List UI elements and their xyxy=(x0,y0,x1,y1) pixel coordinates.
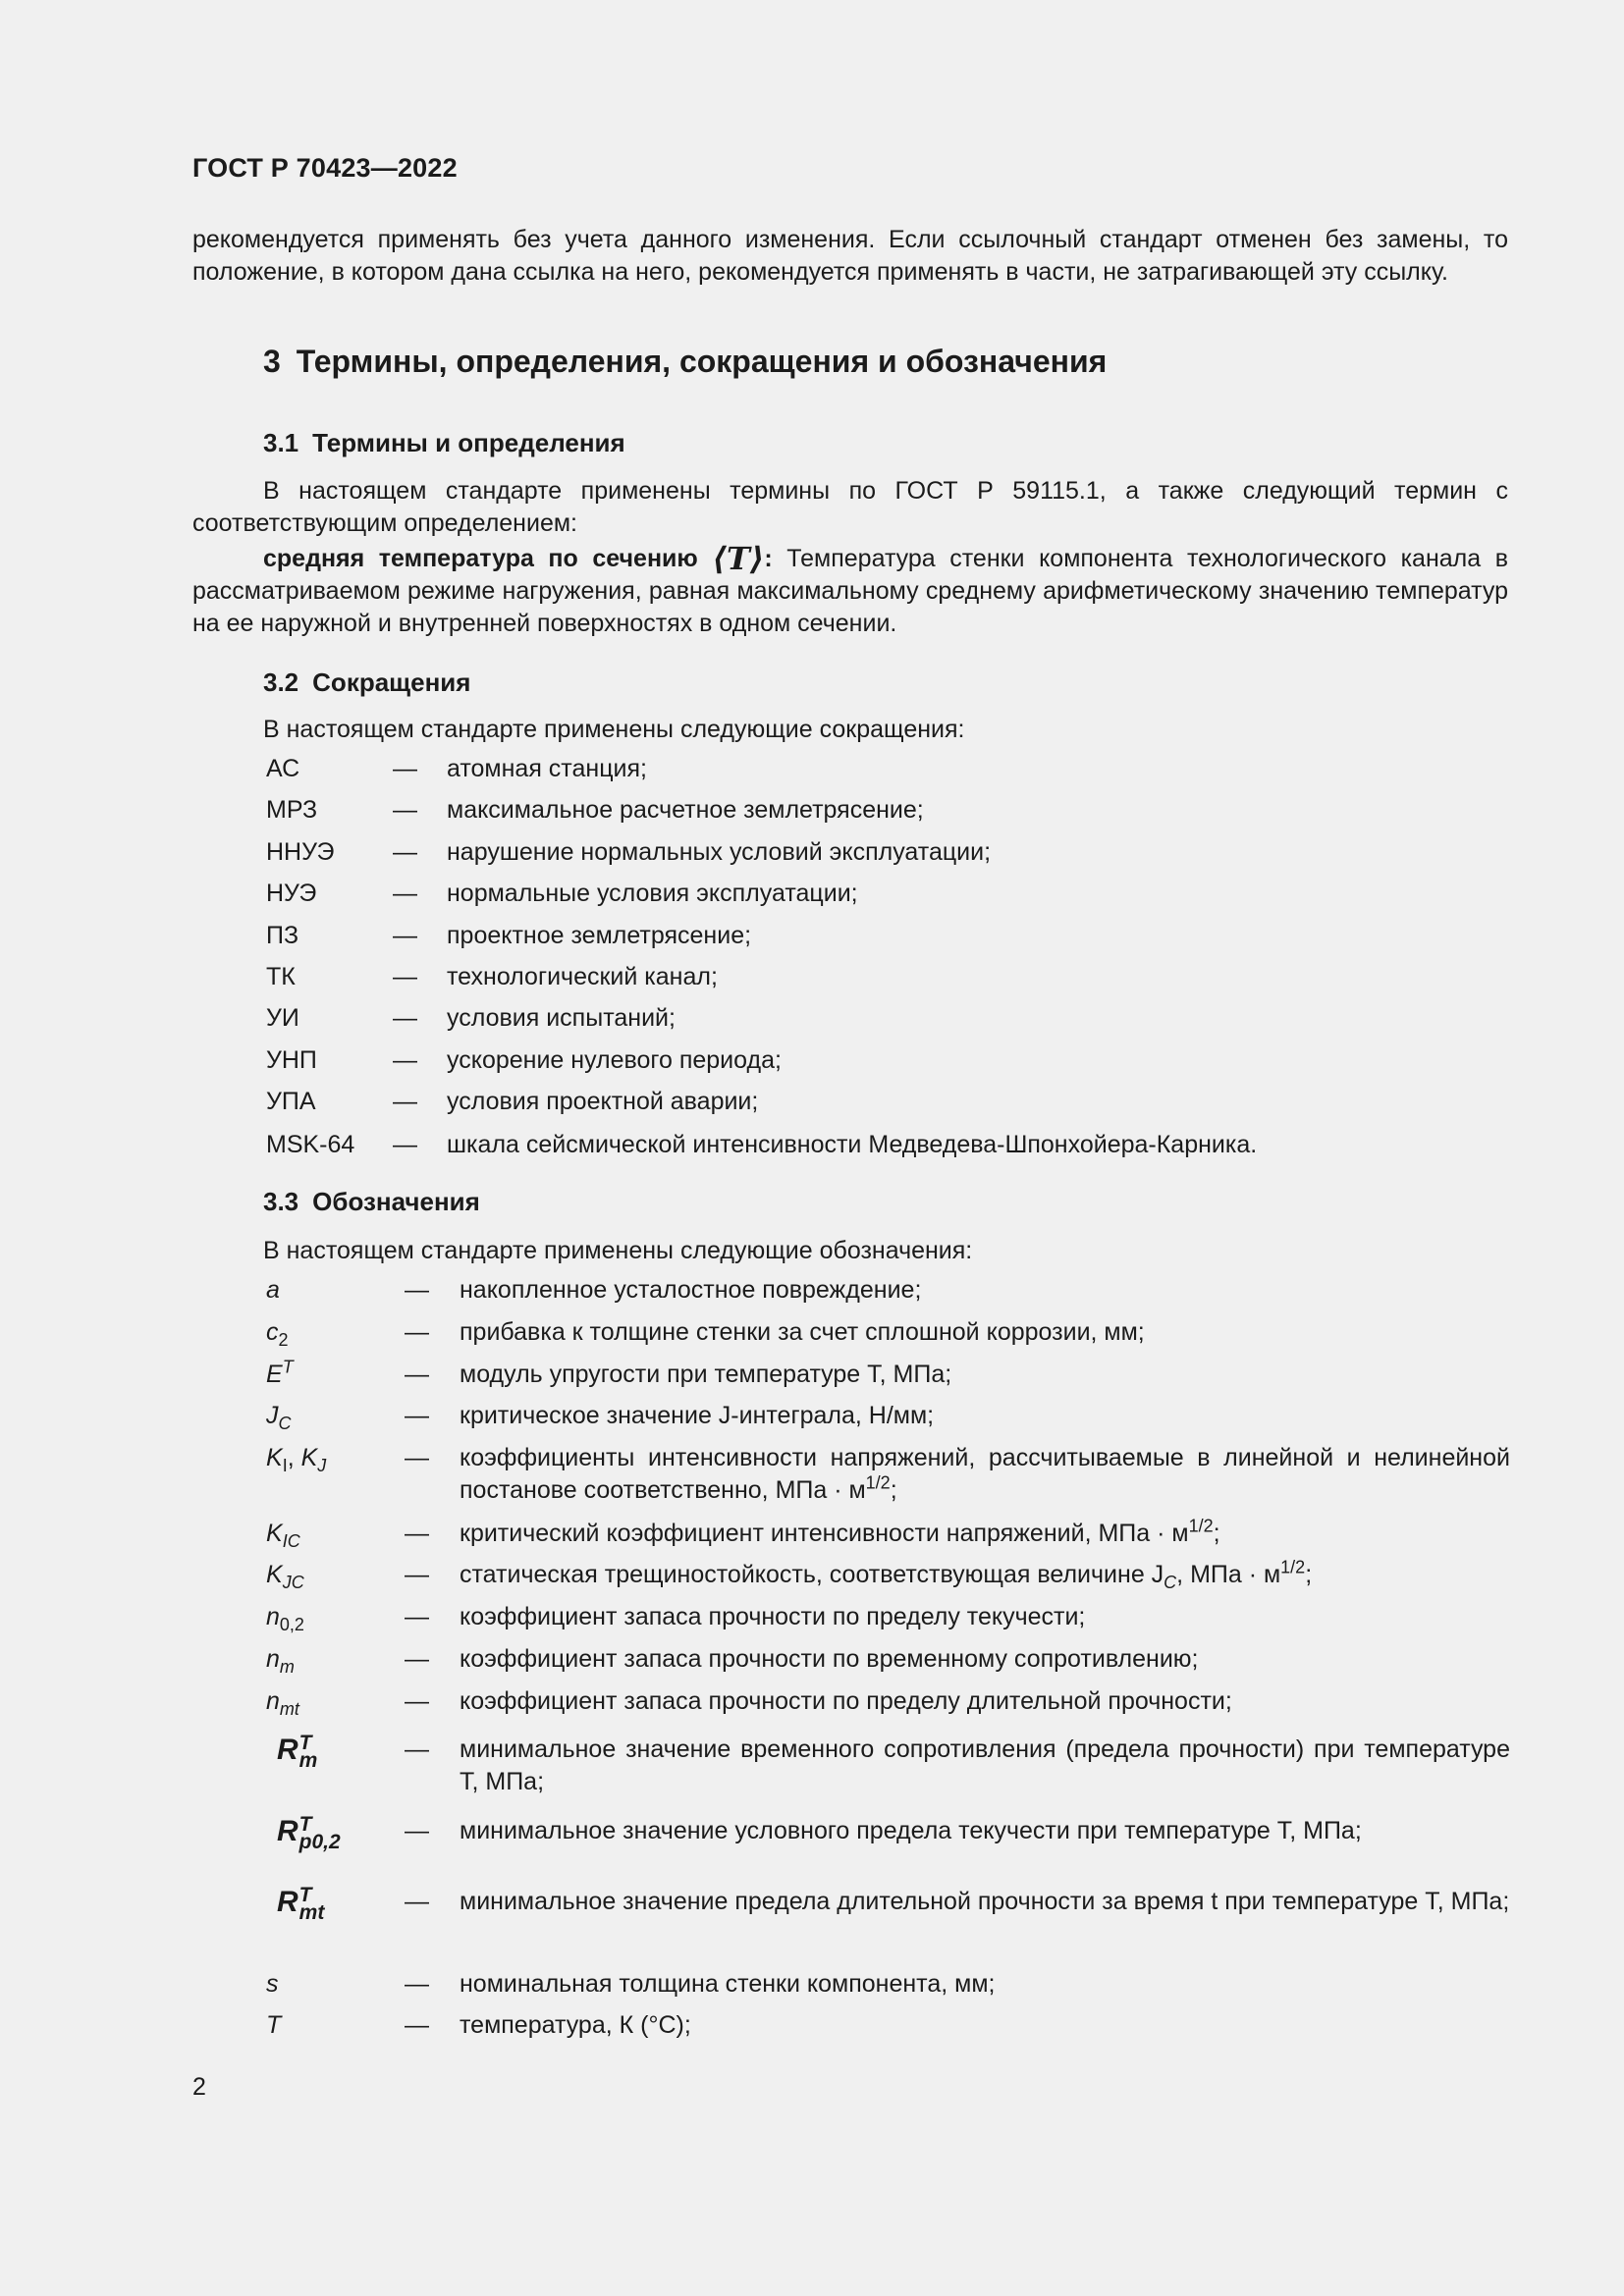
term-definition-text: Температура стенки компонента технологического канала в рассматриваемом режиме нагружения, равная максимальному среднему арифметическому значению температур на ее наружной и внутренней поверхностях в одном сечении. xyxy=(192,545,1508,637)
dash: — xyxy=(405,1645,429,1673)
term-definition xyxy=(192,540,1508,640)
symbol-base: R xyxy=(277,1886,298,1918)
designation-symbol xyxy=(277,1886,324,1922)
symbol-sub: mt xyxy=(298,1901,325,1924)
definition-text: температура, К (°С); xyxy=(460,2011,691,2039)
document-code: ГОСТ Р 70423—2022 xyxy=(192,153,458,183)
designation-symbol xyxy=(266,1968,279,2001)
abbreviation: УПА xyxy=(266,1088,316,1115)
definition-tail: ; xyxy=(1305,1561,1313,1588)
dash: — xyxy=(393,922,417,949)
definition-tail: ; xyxy=(1213,1520,1220,1547)
symbol-sub: C xyxy=(278,1414,292,1433)
definition-text-cont: , МПа · м xyxy=(1176,1561,1281,1588)
dash: — xyxy=(405,1888,429,1915)
dash: — xyxy=(405,1276,429,1304)
dash: — xyxy=(393,838,417,866)
definition-text: коэффициент запаса прочности по пределу длительной прочности; xyxy=(460,1687,1232,1715)
dash: — xyxy=(405,2011,429,2039)
designation-symbol xyxy=(266,1559,304,1591)
abbreviation-definition: условия испытаний; xyxy=(447,1004,676,1032)
designation-definition xyxy=(460,1359,1510,1391)
designation-definition xyxy=(460,1316,1510,1349)
symbol-sup: T xyxy=(298,1813,312,1836)
designation-definition xyxy=(460,1886,1510,1918)
symbol-sub: J xyxy=(317,1456,327,1475)
designation-definition xyxy=(460,2009,1510,2042)
definition-text: критический коэффициент интенсивности напряжений, МПа · м xyxy=(460,1520,1189,1547)
term-symbol: ⟨T⟩ xyxy=(712,540,765,577)
subsection-number: 3.3 xyxy=(263,1187,299,1216)
dash: — xyxy=(405,1402,429,1429)
symbol-base: R xyxy=(277,1734,298,1766)
page-number: 2 xyxy=(192,2073,206,2101)
dash: — xyxy=(393,1088,417,1115)
symbol-sup: T xyxy=(298,1884,312,1906)
abbreviations-intro: В настоящем стандарте применены следующие сокращения: xyxy=(263,716,965,743)
dash: — xyxy=(393,796,417,824)
section-number: 3 xyxy=(263,344,281,379)
designation-symbol xyxy=(266,1643,295,1676)
designation-symbol xyxy=(266,2009,281,2042)
abbreviation-definition: шкала сейсмической интенсивности Медведева-Шпонхойера-Карника. xyxy=(447,1131,1258,1158)
designation-definition xyxy=(460,1442,1510,1507)
symbol-base: J xyxy=(266,1402,279,1429)
dash: — xyxy=(393,1131,417,1158)
definition-sup: 1/2 xyxy=(1188,1516,1214,1536)
designation-symbol xyxy=(277,1734,317,1770)
dash: — xyxy=(405,1318,429,1346)
designation-definition xyxy=(460,1685,1510,1718)
abbreviation-definition: технологический канал; xyxy=(447,963,718,990)
abbreviation: УНП xyxy=(266,1046,317,1074)
definition-text: минимальное значение предела длительной прочности за время t при температуре T, МПа; xyxy=(460,1888,1510,1915)
dash: — xyxy=(405,1970,429,1998)
symbol-sub: IC xyxy=(282,1531,300,1551)
definition-sup: 1/2 xyxy=(1280,1557,1306,1577)
definition-text: критическое значение J-интеграла, Н/мм; xyxy=(460,1402,935,1429)
dash: — xyxy=(405,1520,429,1547)
designation-definition xyxy=(460,1815,1510,1847)
symbol-base: n xyxy=(266,1687,280,1715)
symbol-base: n xyxy=(266,1645,280,1673)
subsection-title-text: Сокращения xyxy=(312,667,471,697)
dash: — xyxy=(393,755,417,782)
designation-symbol xyxy=(266,1685,299,1718)
dash: — xyxy=(405,1561,429,1588)
term-colon: : xyxy=(764,545,773,572)
abbreviation-definition: атомная станция; xyxy=(447,755,647,782)
symbol-base: n xyxy=(266,1603,280,1630)
dash: — xyxy=(405,1817,429,1844)
designation-symbol xyxy=(266,1518,300,1550)
definition-sup: 1/2 xyxy=(865,1472,891,1493)
symbol-sub: JC xyxy=(282,1573,304,1592)
definition-sub: C xyxy=(1164,1573,1177,1592)
abbreviation-definition: нарушение нормальных условий эксплуатации; xyxy=(447,838,992,866)
symbol-base: E xyxy=(266,1361,283,1388)
symbol-sub: m xyxy=(279,1657,295,1677)
symbol-base: c xyxy=(266,1318,279,1346)
subsection-number: 3.2 xyxy=(263,667,299,697)
symbol-separator: , xyxy=(287,1444,301,1471)
abbreviation: ННУЭ xyxy=(266,838,335,866)
definition-text: коэффициенты интенсивности напряжений, рассчитываемые в линейной и нелинейной постанове соответственно, МПа · м xyxy=(460,1444,1510,1504)
designation-symbol xyxy=(266,1601,304,1633)
dash: — xyxy=(405,1735,429,1763)
symbol-sub: 0,2 xyxy=(279,1615,304,1634)
dash: — xyxy=(405,1603,429,1630)
abbreviation-definition: нормальные условия эксплуатации; xyxy=(447,880,858,907)
definition-text: модуль упругости при температуре T, МПа; xyxy=(460,1361,952,1388)
dash: — xyxy=(393,1046,417,1074)
designation-definition xyxy=(460,1518,1510,1550)
abbreviation: ТК xyxy=(266,963,296,990)
definition-text: номинальная толщина стенки компонента, мм; xyxy=(460,1970,996,1998)
abbreviation: НУЭ xyxy=(266,880,317,907)
symbol-base: K xyxy=(266,1561,283,1588)
symbol-sup: T xyxy=(298,1732,312,1754)
symbol-base: R xyxy=(277,1815,298,1847)
designations-intro: В настоящем стандарте применены следующие обозначения: xyxy=(263,1237,973,1264)
subsection-number: 3.1 xyxy=(263,428,299,457)
subsection-terms-title xyxy=(263,428,625,458)
dash: — xyxy=(393,1004,417,1032)
designation-definition xyxy=(460,1643,1510,1676)
symbol-base: s xyxy=(266,1970,279,1998)
designation-symbol xyxy=(277,1815,341,1851)
section-title-text: Термины, определения, сокращения и обозначения xyxy=(296,344,1108,379)
abbreviation: УИ xyxy=(266,1004,299,1032)
designation-symbol xyxy=(266,1274,280,1307)
symbol-sub: 2 xyxy=(278,1330,289,1350)
subsection-title-text: Обозначения xyxy=(312,1187,480,1216)
definition-text: статическая трещиностойкость, соответствующая величине J xyxy=(460,1561,1164,1588)
definition-text: минимальное значение условного предела текучести при температуре T, МПа; xyxy=(460,1817,1362,1844)
abbreviation: ПЗ xyxy=(266,922,299,949)
definition-text: минимальное значение временного сопротивления (предела прочности) при температуре T, МПа; xyxy=(460,1735,1510,1795)
designation-definition xyxy=(460,1968,1510,2001)
dash: — xyxy=(405,1444,429,1471)
subsection-designations-title xyxy=(263,1187,480,1217)
dash: — xyxy=(405,1361,429,1388)
subsection-title-text: Термины и определения xyxy=(312,428,625,457)
designation-definition xyxy=(460,1734,1510,1798)
intro-paragraph: рекомендуется применять без учета данного изменения. Если ссылочный стандарт отменен без замены, то положение, в котором дана ссылка на него, рекомендуется применять в части, не затрагивающей эту ссылку. xyxy=(192,226,1508,286)
abbreviation-definition: максимальное расчетное землетрясение; xyxy=(447,796,924,824)
designation-definition xyxy=(460,1559,1510,1591)
term: средняя температура по сечению xyxy=(263,545,698,572)
designation-symbol xyxy=(266,1359,294,1391)
symbol-sup: T xyxy=(282,1357,294,1377)
dash: — xyxy=(405,1687,429,1715)
symbol-sub: I xyxy=(282,1456,288,1475)
definition-tail: ; xyxy=(890,1476,897,1504)
symbol-base: K xyxy=(266,1520,283,1547)
definition-text: коэффициент запаса прочности по пределу текучести; xyxy=(460,1603,1086,1630)
symbol-sub: p0,2 xyxy=(298,1831,341,1853)
definition-text: прибавка к толщине стенки за счет сплошной коррозии, мм; xyxy=(460,1318,1145,1346)
terms-intro: В настоящем стандарте применены термины по ГОСТ Р 59115.1, а также следующий термин с соответствующим определением: xyxy=(192,477,1508,537)
subsection-abbreviations-title xyxy=(263,667,470,698)
designation-symbol xyxy=(266,1442,326,1474)
abbreviation-definition: ускорение нулевого периода; xyxy=(447,1046,782,1074)
abbreviation-definition: условия проектной аварии; xyxy=(447,1088,759,1115)
dash: — xyxy=(393,880,417,907)
section-title xyxy=(263,344,1107,380)
symbol-base: K xyxy=(300,1444,318,1471)
abbreviation: MSK-64 xyxy=(266,1131,355,1158)
designation-symbol xyxy=(266,1400,292,1432)
designation-definition xyxy=(460,1274,1510,1307)
symbol-sub: m xyxy=(298,1749,318,1772)
abbreviation: АС xyxy=(266,755,300,782)
dash: — xyxy=(393,963,417,990)
symbol-base: a xyxy=(266,1276,280,1304)
symbol-sub: mt xyxy=(279,1699,299,1719)
abbreviation-definition: проектное землетрясение; xyxy=(447,922,752,949)
symbol-base: T xyxy=(266,2011,282,2039)
definition-text: накопленное усталостное повреждение; xyxy=(460,1276,922,1304)
abbreviation: МРЗ xyxy=(266,796,318,824)
symbol-base: K xyxy=(266,1444,283,1471)
designation-symbol xyxy=(266,1316,289,1349)
designation-definition xyxy=(460,1400,1510,1432)
designation-definition xyxy=(460,1601,1510,1633)
definition-text: коэффициент запаса прочности по временному сопротивлению; xyxy=(460,1645,1199,1673)
